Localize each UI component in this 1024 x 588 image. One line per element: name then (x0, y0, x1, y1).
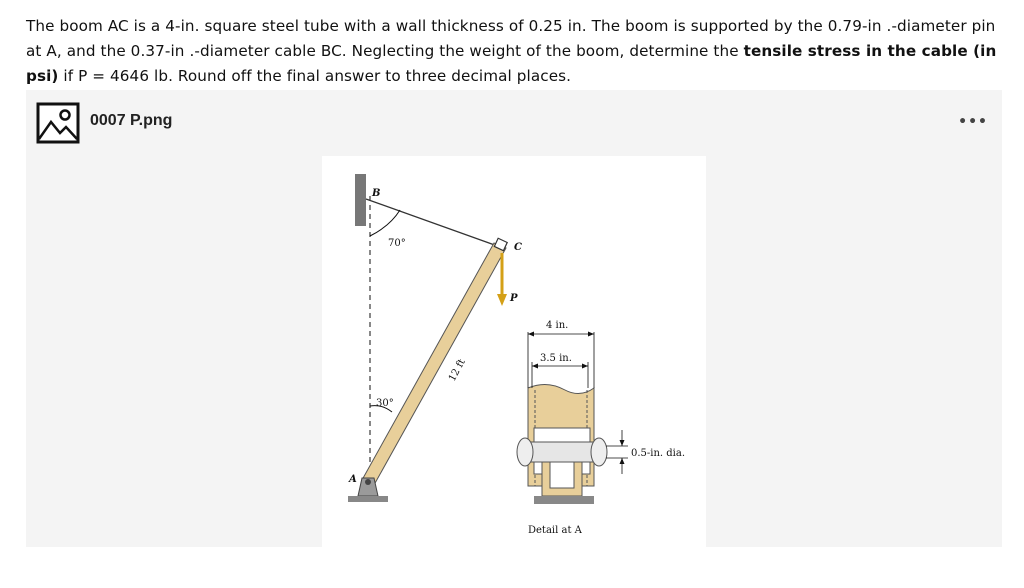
attachment-filename[interactable]: 0007 P.png (90, 112, 173, 129)
label-b: B (372, 188, 381, 199)
question-emphasis: tensile stress in the cable (in psi) (26, 42, 997, 85)
label-p: P (510, 293, 518, 304)
image-icon (36, 102, 80, 144)
dim-label-outer: 4 in. (546, 320, 569, 331)
pin-diameter-label: 0.5-in. dia. (631, 448, 686, 459)
angle-label-70: 70° (388, 238, 406, 249)
boom-ac (362, 243, 506, 485)
label-c: C (514, 242, 522, 253)
detail-caption: Detail at A (528, 525, 582, 536)
attachment-panel (26, 90, 1002, 547)
load-arrowhead (497, 294, 507, 306)
ground (348, 496, 388, 502)
cable-bc (366, 199, 503, 248)
dim-label-inner: 3.5 in. (540, 353, 572, 364)
question-part1: The boom AC is a 4-in. square steel tube with a wall thickness of 0.25 in. The boom is supported by the 0.79-in .-diameter pin at A, and the 0.37-in .-diameter cable BC. Neglecting the weight of the boom, determine the (26, 17, 996, 60)
detail-view (517, 332, 628, 505)
problem-figure (322, 156, 706, 547)
more-options-icon[interactable]: ••• (958, 114, 988, 130)
question-part2: if P = 4646 lb. Round off the final answer to three decimal places. (58, 67, 572, 85)
question-text (26, 14, 1006, 89)
angle-arc-70 (370, 210, 400, 236)
wall-support (355, 174, 366, 226)
angle-label-30: 30° (376, 398, 394, 409)
label-a: A (349, 474, 357, 485)
length-label: 12 ft (446, 357, 468, 384)
